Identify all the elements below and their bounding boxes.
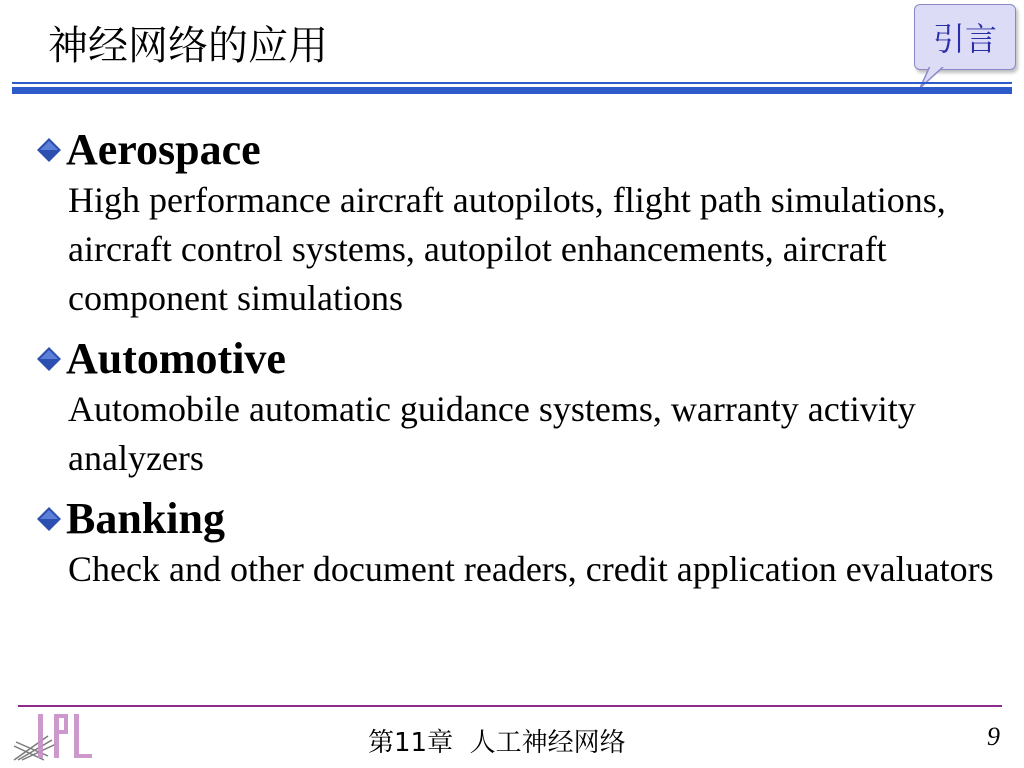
item-description: Automobile automatic guidance systems, warranty activity analyzers — [68, 389, 916, 478]
diamond-bullet-icon — [32, 502, 66, 536]
bullet-list — [32, 124, 1012, 594]
item-title: Aerospace — [66, 125, 261, 174]
list-item-automotive — [32, 333, 1012, 483]
item-title: Automotive — [66, 334, 286, 383]
lab-logo-icon — [8, 706, 104, 764]
header-rule-thick — [12, 87, 1012, 94]
slide-title: 神经网络的应用 — [48, 23, 328, 69]
list-item-banking — [32, 493, 1012, 594]
list-item-aerospace — [32, 124, 1012, 323]
item-title: Banking — [66, 494, 225, 543]
footer-rule — [18, 705, 1002, 707]
header-rule-thin — [12, 82, 1012, 84]
item-description: Check and other document readers, credit application evaluators — [68, 549, 994, 589]
intro-callout[interactable]: 引言 — [914, 4, 1016, 70]
page-number: 9 — [987, 722, 1000, 751]
diamond-bullet-icon — [32, 342, 66, 376]
diamond-bullet-icon — [32, 133, 66, 167]
footer-chapter: 第11章 人工神经网络 — [368, 728, 626, 758]
item-description: High performance aircraft autopilots, flight path simulations, aircraft control systems, autopilot enhancements, aircraft component simulations — [68, 180, 946, 318]
